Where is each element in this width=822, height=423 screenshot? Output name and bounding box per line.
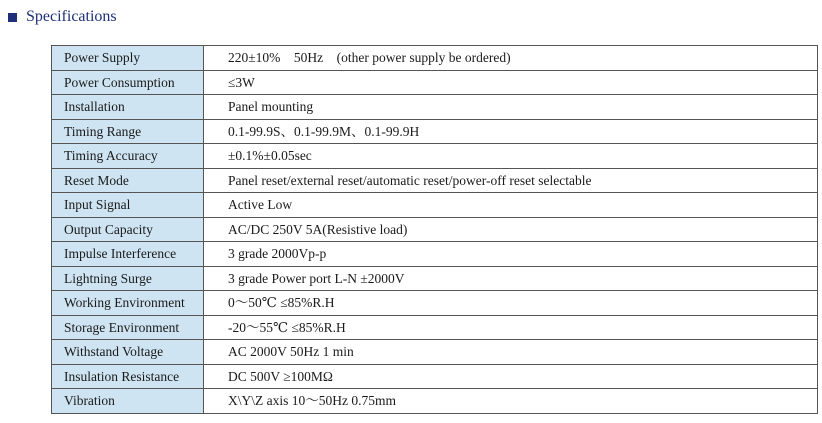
table-row	[52, 46, 818, 71]
spec-label: Working Environment	[52, 291, 204, 316]
spec-value: 220±10% 50Hz (other power supply be ordered)	[204, 46, 818, 71]
spec-value: X\Y\Z axis 10～50Hz 0.75mm	[204, 389, 818, 414]
spec-value: AC 2000V 50Hz 1 min	[204, 340, 818, 365]
section-title: Specifications	[26, 8, 117, 25]
spec-label: Timing Range	[52, 119, 204, 144]
spec-label: Vibration	[52, 389, 204, 414]
table-row	[52, 389, 818, 414]
spec-value: 3 grade Power port L-N ±2000V	[204, 266, 818, 291]
spec-value: Panel reset/external reset/automatic reset/power-off reset selectable	[204, 168, 818, 193]
spec-label: Insulation Resistance	[52, 364, 204, 389]
spec-value: 3 grade 2000Vp-p	[204, 242, 818, 267]
spec-label: Withstand Voltage	[52, 340, 204, 365]
spec-value: 0.1-99.9S、0.1-99.9M、0.1-99.9H	[204, 119, 818, 144]
spec-value: -20～55℃ ≤85%R.H	[204, 315, 818, 340]
spec-value: 0～50℃ ≤85%R.H	[204, 291, 818, 316]
table-row	[52, 168, 818, 193]
table-row	[52, 119, 818, 144]
specifications-table	[51, 45, 818, 414]
square-bullet-icon	[8, 13, 17, 22]
spec-value: Active Low	[204, 193, 818, 218]
spec-label: Reset Mode	[52, 168, 204, 193]
spec-label: Storage Environment	[52, 315, 204, 340]
spec-label: Timing Accuracy	[52, 144, 204, 169]
table-row	[52, 242, 818, 267]
table-row	[52, 217, 818, 242]
table-row	[52, 70, 818, 95]
table-row	[52, 95, 818, 120]
section-heading	[8, 6, 117, 28]
table-row	[52, 193, 818, 218]
spec-label: Power Supply	[52, 46, 204, 71]
spec-label: Output Capacity	[52, 217, 204, 242]
spec-label: Power Consumption	[52, 70, 204, 95]
table-row	[52, 266, 818, 291]
table-row	[52, 291, 818, 316]
spec-value: DC 500V ≥100MΩ	[204, 364, 818, 389]
spec-label: Lightning Surge	[52, 266, 204, 291]
table-row	[52, 315, 818, 340]
spec-value: ≤3W	[204, 70, 818, 95]
table-row	[52, 364, 818, 389]
spec-label: Installation	[52, 95, 204, 120]
spec-label: Impulse Interference	[52, 242, 204, 267]
spec-value: ±0.1%±0.05sec	[204, 144, 818, 169]
table-row	[52, 340, 818, 365]
spec-value: Panel mounting	[204, 95, 818, 120]
table-row	[52, 144, 818, 169]
spec-value: AC/DC 250V 5A(Resistive load)	[204, 217, 818, 242]
spec-label: Input Signal	[52, 193, 204, 218]
